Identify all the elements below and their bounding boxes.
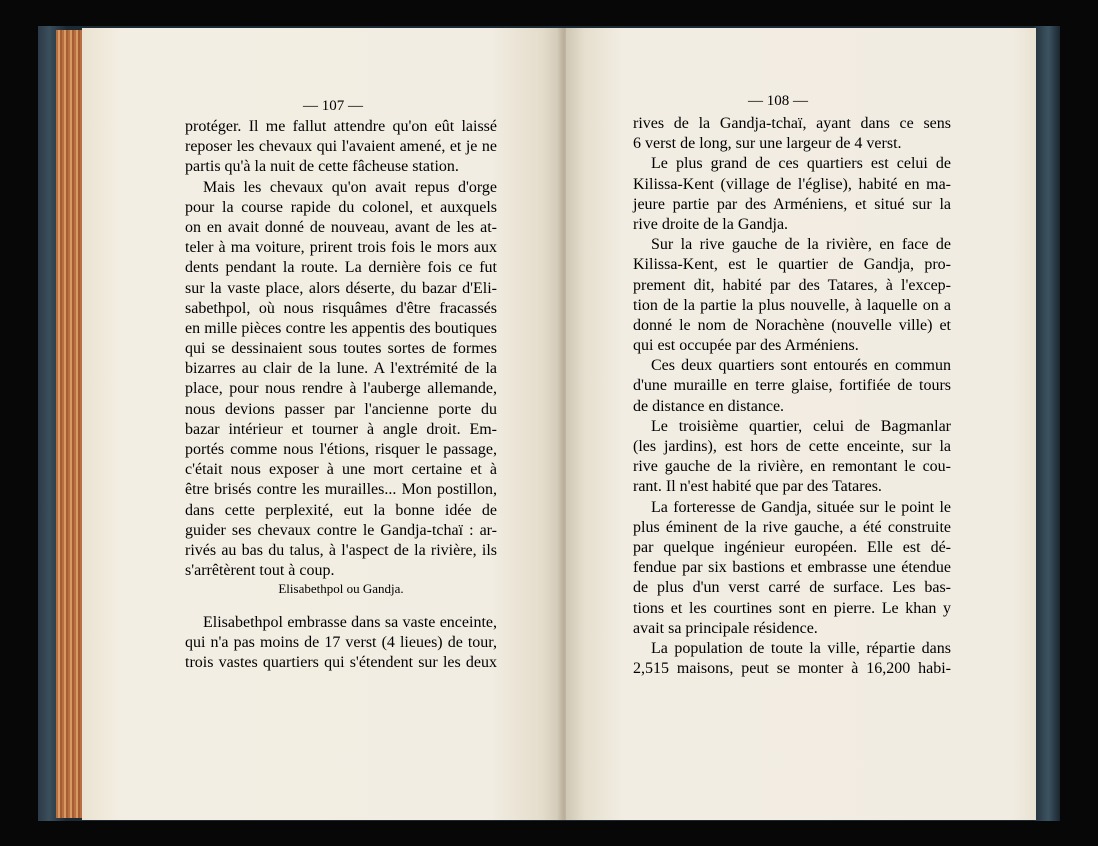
text-line: tion de la partie la plus nouvelle, à laquelle on a	[633, 296, 951, 314]
text-line: rive gauche de la rivière, en remontant le cou-	[633, 458, 951, 476]
text-line: trois vastes quartiers qui s'étendent sur les deux	[185, 654, 497, 672]
text-line: pour la course rapide du colonel, et auxquels	[185, 198, 497, 216]
text-line: rive droite de la Gandja.	[633, 215, 789, 233]
text-line: (les jardins), est hors de cette enceinte, sur la	[633, 438, 951, 455]
text-line: bizarres au clair de la lune. A l'extrémité de la	[185, 360, 497, 378]
text-line: rant. Il n'est habité que par des Tatares.	[633, 478, 882, 496]
text-line: rivés au bas du talus, à l'aspect de la rivière, ils	[185, 541, 497, 559]
text-line: teler à ma voiture, prirent trois fois le mors aux	[185, 239, 497, 257]
text-line: fendue par six bastions et embrasse une étendue	[633, 559, 951, 577]
text-line: guider ses chevaux contre le Gandja-tchaï : ar-	[185, 521, 497, 539]
text-line: 2,515 maisons, peut se monter à 16,200 habi-	[633, 660, 951, 678]
text-line: c'était nous exposer à une mort certaine et à	[185, 461, 497, 479]
text-line: par quelque ingénieur européen. Elle est dé-	[633, 538, 951, 556]
text-line: plus éminent de la rive gauche, a été construite	[633, 518, 951, 536]
text-line: Mais les chevaux qu'on avait repus d'orge	[203, 178, 497, 196]
text-line: sur la vaste place, alors déserte, du bazar d'Eli-	[185, 279, 497, 297]
text-line: portés comme nous l'étions, risquer le passage,	[185, 441, 497, 458]
text-line: Kilissa-Kent, est le quartier de Gandja, pro-	[633, 256, 951, 274]
right-page-text	[633, 114, 951, 679]
text-line: avait sa principale résidence.	[633, 619, 818, 637]
text-line: en mille pièces contre les appentis des boutiques	[185, 319, 497, 337]
text-line: de distance en distance.	[633, 397, 785, 415]
text-line: s'arrêtèrent tout à coup.	[185, 562, 335, 580]
text-line: de plus d'un verst carré de surface. Les bas-	[633, 579, 951, 597]
text-line: partis qu'à la nuit de cette fâcheuse station.	[185, 158, 459, 176]
section-heading: Elisabethpol ou Gandja.	[278, 581, 404, 596]
text-line: Elisabethpol embrasse dans sa vaste enceinte,	[203, 614, 497, 631]
text-line: protéger. Il me fallut attendre qu'on eût laissé	[185, 118, 497, 135]
page-number-left: — 107 —	[303, 98, 363, 114]
text-line: bazar intérieur et tourner à angle droit. Em-	[185, 420, 497, 438]
left-page-text-continued	[185, 613, 497, 674]
text-line: qui est occupée par des Arméniens.	[633, 337, 859, 355]
text-line: Ces deux quartiers sont entourés en commun	[651, 357, 951, 375]
text-line: qui se dessinaient sous toutes sortes de formes	[185, 340, 497, 358]
text-line: La forteresse de Gandja, située sur le point le	[651, 498, 951, 516]
text-line: sabethpol, où nous risquâmes d'être fracassés	[185, 299, 497, 317]
text-line: dents pendant la route. La dernière fois ce fut	[185, 259, 497, 277]
cover-board-right	[1034, 26, 1060, 821]
text-line: donné le nom de Norachène (nouvelle ville) et	[633, 316, 951, 334]
text-line: d'une muraille en terre glaise, fortifiée de tours	[633, 377, 951, 395]
text-line: jeure partie par des Arméniens, et situé sur la	[633, 195, 951, 213]
text-line: nous devions passer par l'ancienne porte du	[185, 400, 497, 418]
text-line: qui n'a pas moins de 17 verst (4 lieues) de tour,	[185, 634, 497, 652]
page-number-right: — 108 —	[748, 93, 808, 109]
text-line: place, pour nous rendre à l'auberge allemande,	[185, 380, 497, 398]
text-line: dans cette perplexité, eut la bonne idée de	[185, 501, 497, 519]
text-line: on en avait donné de nouveau, avant de les at-	[185, 218, 497, 236]
text-line: Le troisième quartier, celui de Bagmanlar	[651, 417, 951, 435]
text-line: Kilissa-Kent (village de l'église), habité en ma-	[633, 175, 951, 193]
text-line: 6 verst de long, sur une largeur de 4 verst.	[633, 135, 902, 153]
text-line: Sur la rive gauche de la rivière, en face de	[651, 236, 951, 254]
text-line: Le plus grand de ces quartiers est celui de	[651, 155, 951, 173]
text-line: reposer les chevaux qui l'avaient amené, et je ne	[185, 138, 497, 156]
text-line: rives de la Gandja-tchaï, ayant dans ce sens	[633, 115, 951, 132]
text-line: être brisés contre les murailles... Mon postillon,	[185, 481, 497, 499]
text-line: La population de toute la ville, répartie dans	[651, 639, 951, 657]
left-page-text	[185, 117, 497, 581]
text-line: prement dit, habité par des Tatares, à l'excep-	[633, 276, 951, 294]
text-line: tions et les courtines sont en pierre. Le khan y	[633, 599, 951, 617]
